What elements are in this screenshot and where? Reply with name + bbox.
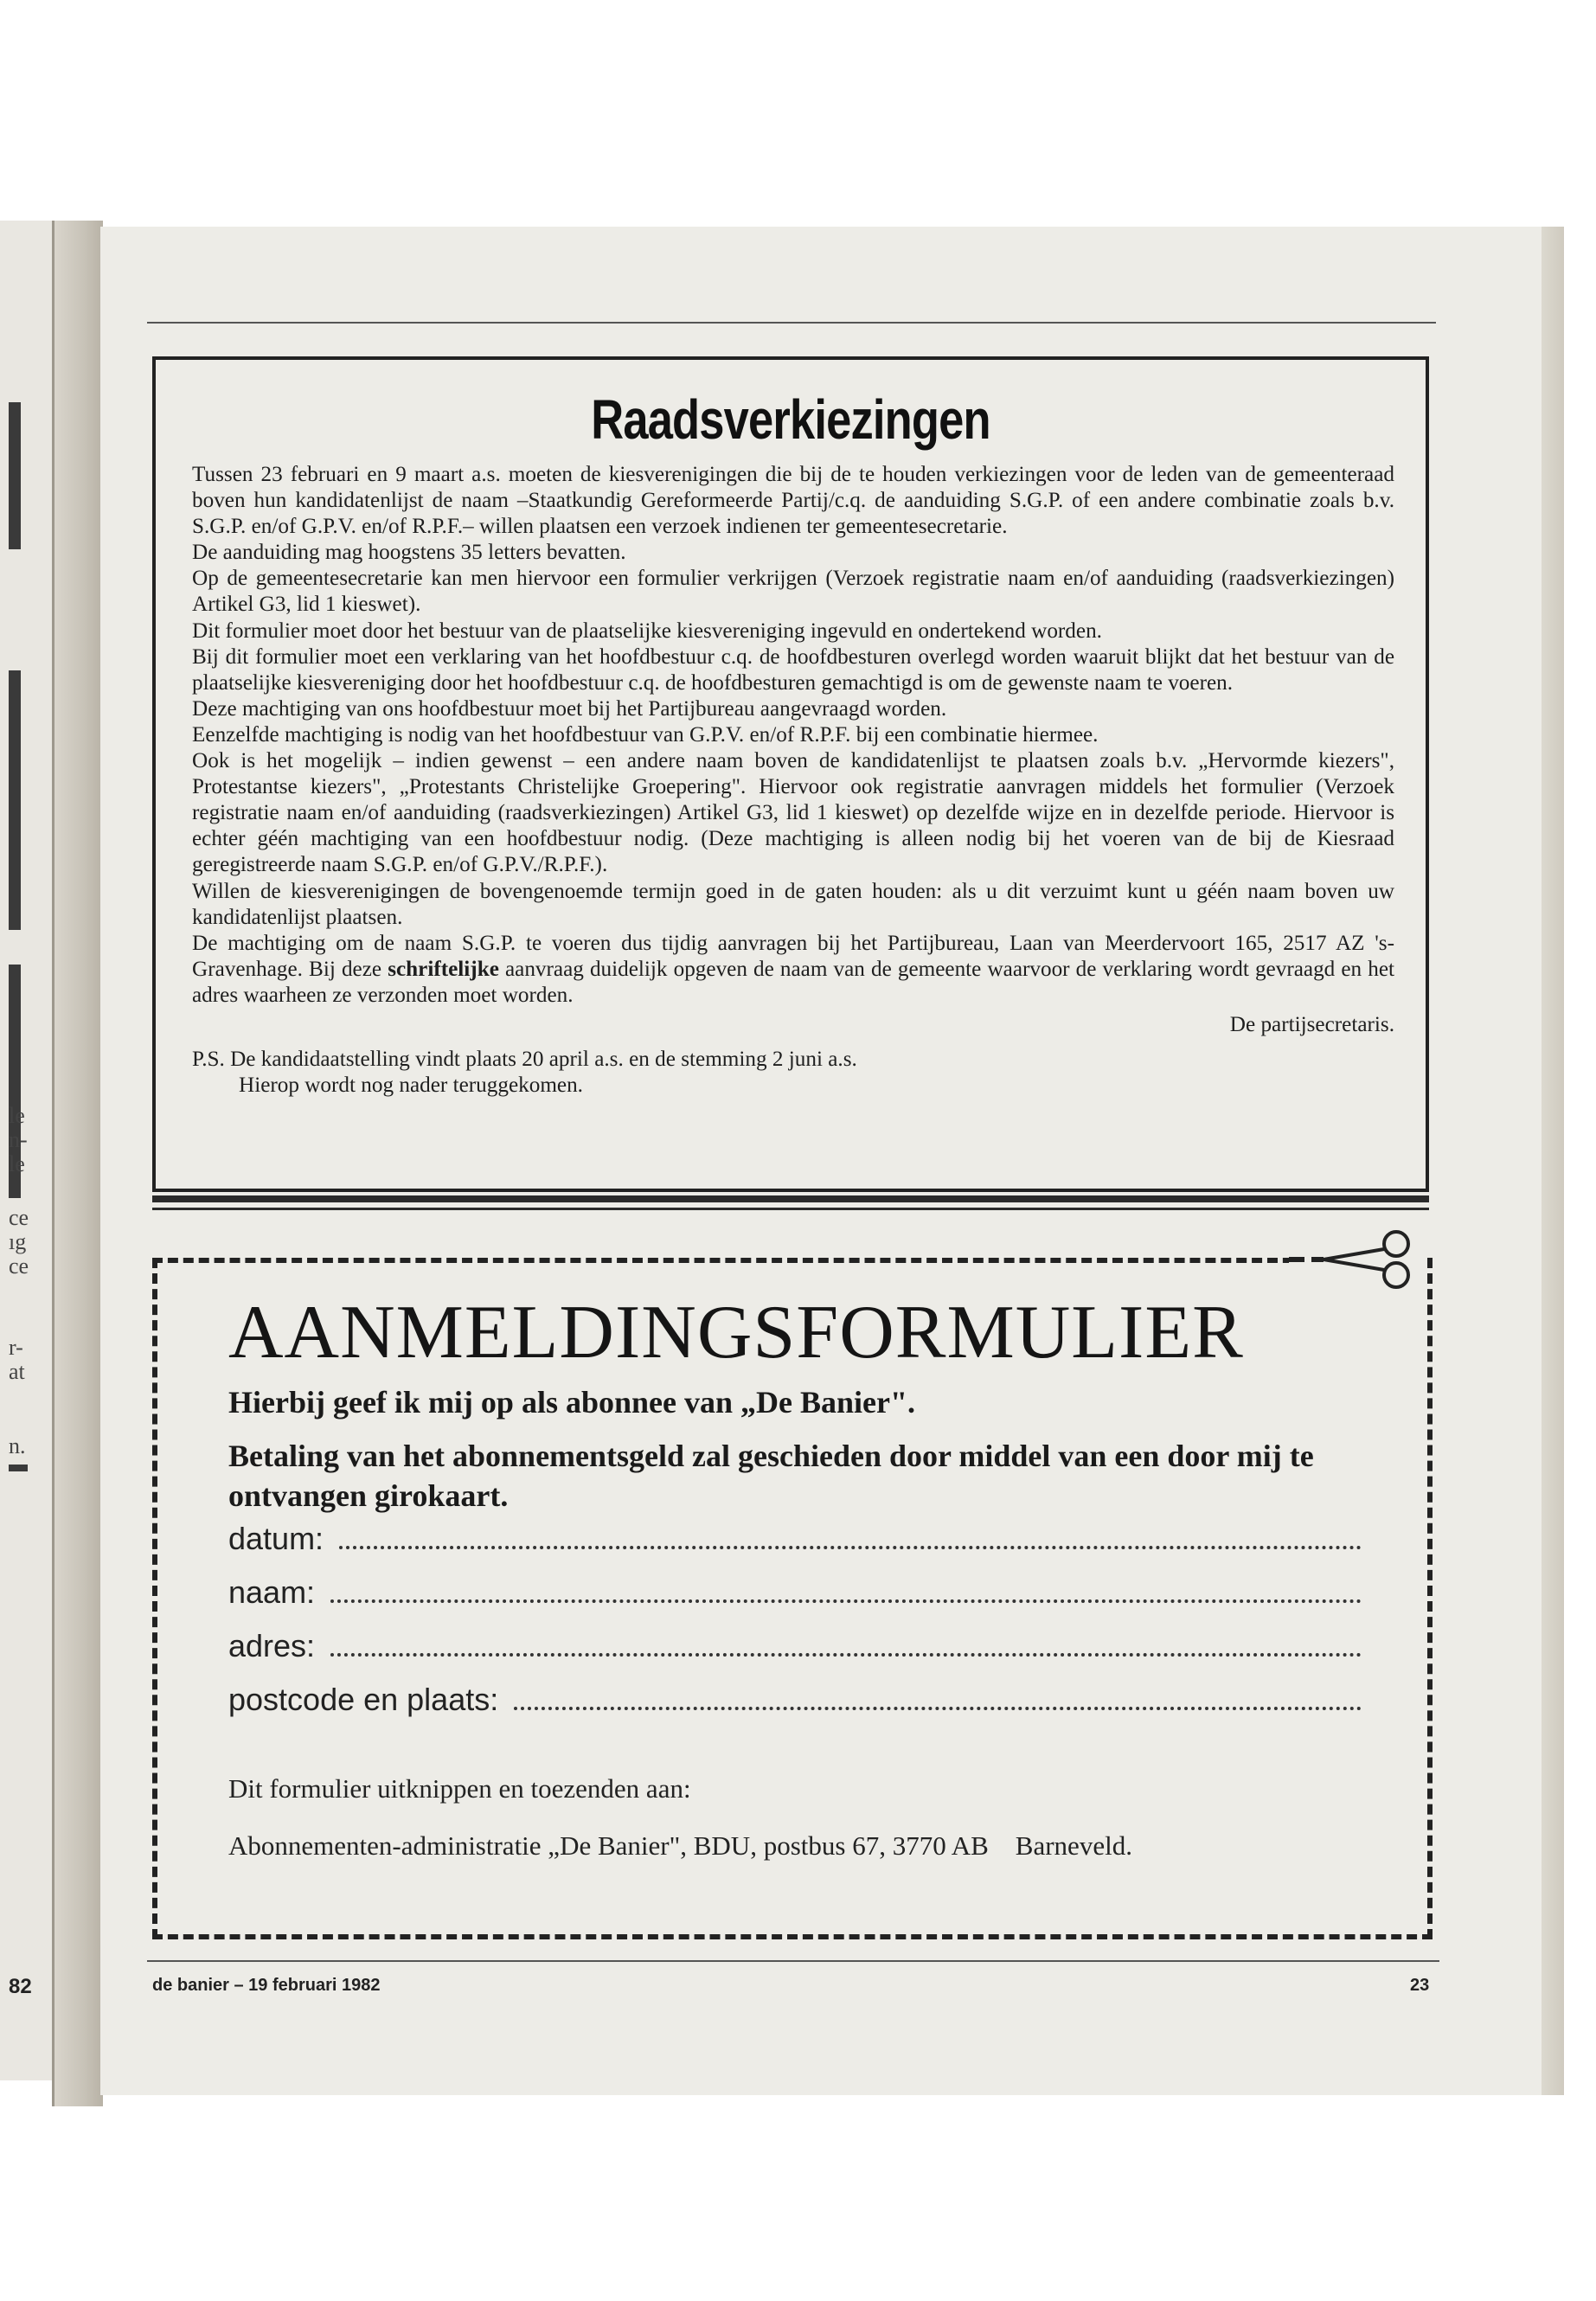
form-payment-note: Betaling van het abonnementsgeld zal geschieden door middel van een door mij te ontvangen girokaart. — [228, 1439, 1314, 1513]
postcode-field[interactable] — [228, 1682, 1362, 1718]
mailing-address — [228, 1830, 1132, 1862]
prev-page-fragment: le — [9, 1151, 25, 1176]
datum-field[interactable] — [228, 1521, 1362, 1557]
prev-page-fragment: ce — [9, 1205, 29, 1230]
prev-page-mark — [9, 1465, 28, 1471]
datum-line[interactable] — [339, 1523, 1362, 1549]
notice-paragraph-last — [192, 931, 1394, 1009]
notice-paragraph: Deze machtiging van ons hoofdbestuur moet bij het Partijbureau aangevraagd worden. — [192, 696, 947, 721]
prev-page-image-strip — [9, 402, 21, 549]
prev-page-fragment: at — [9, 1359, 25, 1384]
footer-publication: de banier – 19 februari 1982 — [152, 1976, 381, 1995]
form-intro: Hierbij geef ik mij op als abonnee van „De Banier". — [228, 1385, 915, 1420]
notice-paragraph: Willen de kiesverenigingen de bovengenoemde termijn goed in de gaten houden: als u dit verzuimt kunt u géén naam boven uw kandidatenlijst plaatsen. — [192, 879, 1394, 929]
notice-paragraph: Bij dit formulier moet een verklaring van het hoofdbestuur c.q. de hoofdbesturen overlegd worden waaruit blijkt dat het bestuur van de plaatselijke kiesvereniging door het hoofdbestuur c.q. de hoofdbesturen gemachtigd is om de gewenste naam te voeren. — [192, 644, 1394, 695]
notice-signature: De partijsecretaris. — [1229, 1012, 1394, 1036]
notice-paragraph: Dit formulier moet door het bestuur van de plaatselijke kiesvereniging ingevuld en ondertekend worden. — [192, 619, 1102, 643]
notice-box-shadow — [152, 1195, 1429, 1202]
notice-paragraph: Op de gemeentesecretarie kan men hiervoor een formulier verkrijgen (Verzoek registratie naam en/of aanduiding (raadsverkiezingen) Artikel G3, lid 1 kieswet). — [192, 567, 1394, 617]
adres-label: adres: — [228, 1628, 316, 1663]
page-number: 23 — [1410, 1976, 1430, 1995]
notice-body — [192, 462, 1394, 1099]
prev-page-number: 82 — [9, 1975, 32, 1998]
notice-paragraph: Ook is het mogelijk – indien gewenst – een andere naam boven de kandidatenlijst te plaatsen zoals b.v. „Hervormde kiezers", Protestantse kiezers", „Protestants Christelijke Groepering". Hiervoor ook registratie aanvragen middels het formulier (Verzoek registratie naam en/of aanduiding (raadsverkiezingen) Artikel G3, lid 1 kieswet) op dezelfde wijze en in dezelfde periode. Hiervoor is echter géén machtiging van een hoofdbestuur nodig. (Deze machtiging is alleen nodig bij het voeren van de bij de Kiesraad geregistreerde naam S.G.P. en/of G.P.V./R.P.F.). — [192, 749, 1394, 877]
mailing-address-city: Barneveld. — [1015, 1830, 1132, 1861]
naam-label: naam: — [228, 1574, 316, 1610]
naam-field[interactable] — [228, 1574, 1362, 1611]
notice-paragraph: Tussen 23 februari en 9 maart a.s. moeten de kiesverenigingen die bij de te houden verkiezingen voor de leden van de gemeenteraad boven hun kandidatenlijst de naam –Staatkundig Gereformeerde Partij/c.q. de aanduiding S.G.P. of een andere combinatie zoals b.v. S.G.P. en/of G.P.V. en/of R.P.F.– willen plaatsen een verzoek indienen ter gemeentesecretarie. — [192, 463, 1394, 539]
notice-text: De machtiging om de naam S.G.P. te voeren dus tijdig aanvragen bij het Partijbureau, Laan van Meerdervoort 165, 2517 AZ 's-Gravenhage. Bij deze — [192, 931, 1394, 981]
prev-page-fragment: ce — [9, 1253, 29, 1279]
datum-label: datum: — [228, 1521, 324, 1556]
subscription-form-box — [152, 1258, 1433, 1939]
adres-line[interactable] — [330, 1631, 1362, 1657]
notice-ps: Hierop wordt nog nader teruggekomen. — [239, 1074, 583, 1098]
page-edge — [1542, 227, 1564, 2095]
prev-page-fragment: r- — [9, 1335, 23, 1360]
mailing-address-line: Abonnementen-administratie „De Banier", BDU, postbus 67, 3770 AB — [228, 1830, 989, 1861]
form-title: AANMELDINGSFORMULIER — [228, 1291, 1244, 1375]
notice-title: Raadsverkiezingen — [591, 388, 990, 451]
postcode-label: postcode en plaats: — [228, 1682, 499, 1717]
notice-text: aanvraag duidelijk opgeven de naam van de gemeente waarvoor de verklaring wordt gevraagd en het adres waarheen ze verzonden moet worden. — [192, 957, 1394, 1007]
prev-page-fragment: le — [9, 1103, 25, 1128]
notice-emphasis: schriftelijke — [388, 957, 499, 981]
notice-paragraph: De aanduiding mag hoogstens 35 letters bevatten. — [192, 541, 626, 565]
prev-page-fragment: n- — [9, 1127, 28, 1152]
adres-field[interactable] — [228, 1628, 1362, 1664]
scissors-icon — [1289, 1225, 1427, 1294]
notice-paragraph: Eenzelfde machtiging is nodig van het hoofdbestuur van G.P.V. en/of R.P.F. bij een combinatie hiermee. — [192, 722, 1099, 747]
send-instruction: Dit formulier uitknippen en toezenden aan: — [228, 1773, 691, 1804]
prev-page-image-strip — [9, 670, 21, 930]
top-rule — [147, 322, 1436, 324]
previous-page-edge — [0, 221, 54, 2080]
prev-page-fragment: n. — [9, 1433, 26, 1458]
notice-box — [152, 356, 1429, 1192]
notice-ps: P.S. De kandidaatstelling vindt plaats 20 april a.s. en de stemming 2 juni a.s. — [192, 1048, 857, 1072]
prev-page-fragment: ıg — [9, 1229, 27, 1254]
postcode-line[interactable] — [514, 1684, 1362, 1710]
bottom-rule — [147, 1960, 1439, 1962]
section-rule — [152, 1208, 1429, 1210]
naam-line[interactable] — [330, 1577, 1362, 1603]
book-spine — [52, 221, 103, 2106]
